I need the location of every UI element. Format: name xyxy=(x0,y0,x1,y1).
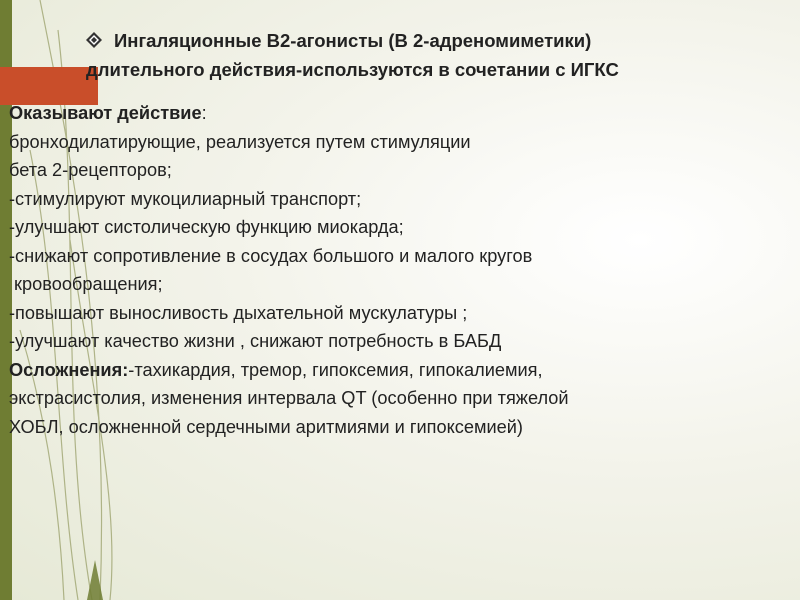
action-heading-line xyxy=(9,99,789,128)
diamond-bullet-icon xyxy=(86,32,102,48)
complications-text-1: -тахикардия, тремор, гипоксемия, гипокалиемия, xyxy=(128,359,543,380)
complications-heading: Осложнения: xyxy=(9,359,129,380)
body-line-7: -повышают выносливость дыхательной мускулатуры ; xyxy=(9,302,468,323)
title-line-2: длительного действия-используются в сочетании с ИГКС xyxy=(86,59,619,80)
complications-line-1 xyxy=(9,356,789,385)
body-line-6: кровообращения; xyxy=(9,274,163,294)
body-line-1: бронходилатирующие, реализуется путем стимуляции xyxy=(9,131,471,152)
complications-line-3: ХОБЛ, осложненной сердечными аритмиями и гипоксемией) xyxy=(9,416,523,437)
slide-title xyxy=(86,26,786,84)
action-heading-colon: : xyxy=(201,103,207,123)
body-line-3: -стимулируют мукоцилиарный транспорт; xyxy=(9,188,362,209)
body-line-5: -снижают сопротивление в сосудах большого и малого кругов xyxy=(9,245,533,266)
body-line-2: бета 2-рецепторов; xyxy=(9,160,172,180)
body-line-8: -улучшают качество жизни , снижают потребность в БАБД xyxy=(9,331,502,351)
action-heading: Оказывают действие xyxy=(9,103,202,123)
complications-line-2: экстрасистолия, изменения интервала QT (особенно при тяжелой xyxy=(9,388,569,408)
title-line-1: Ингаляционные В2-агонисты (В 2-адреномиметики) xyxy=(114,30,592,51)
slide-body xyxy=(9,99,789,441)
body-line-4: -улучшают систолическую функцию миокарда; xyxy=(9,217,404,237)
